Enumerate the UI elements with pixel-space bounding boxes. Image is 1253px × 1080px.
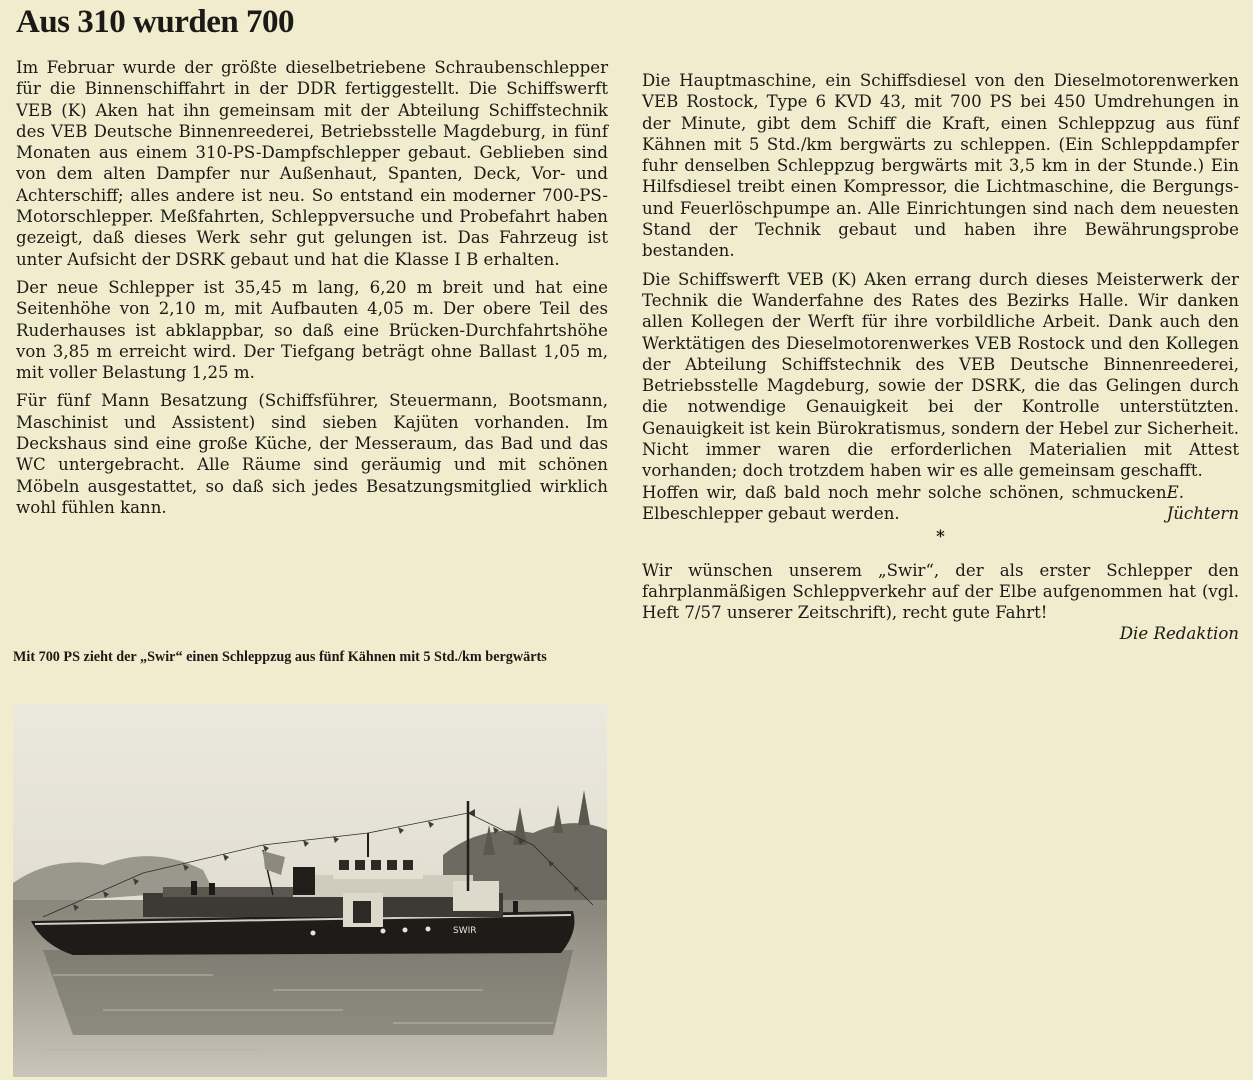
left-column [16, 57, 608, 525]
section-separator: * [936, 526, 945, 547]
editor-signature: Die Redaktion [1119, 624, 1239, 644]
editor-note: Wir wünschen unserem „Swir“, der als erster Schlepper den fahrplanmäßigen Schleppverkehr auf der Elbe aufgenommen hat (vgl. Heft 7/57 unserer Zeitschrift), recht gute Fahrt! [642, 560, 1239, 623]
tugboat-illustration [13, 705, 607, 1077]
right-column [642, 70, 1239, 645]
author-signature: E. Jüchtern [1166, 482, 1240, 523]
article-title: Aus 310 wurden 700 [16, 4, 294, 40]
paragraph-intro: Im Februar wurde der größte dieselbetriebene Schraubenschlepper für die Binnenschiffahrt in der DDR fertiggestellt. Die Schiffswerft VEB (K) Aken hat ihn gemeinsam mit der Abteilung Schiffstechnik des VEB Deutsche Binnenreederei, Betriebsstelle Magdeburg, in fünf Monaten aus einem 310-PS-Dampfschlepper gebaut. Geblieben sind von dem alten Dampfer nur Außenhaut, Spanten, Deck, Vor- und Achterschiff; alles andere ist neu. So entstand ein moderner 700-PS-Motorschlepper. Meßfahrten, Schleppversuche und Probefahrt haben gezeigt, daß dieses Werk sehr gut gelungen ist. Das Fahrzeug ist unter Aufsicht der DSRK gebaut und hat die Klasse I B erhalten. [16, 58, 608, 269]
closing-text: Hoffen wir, daß bald noch mehr solche schönen, schmucken Elbeschlepper gebaut werden. [642, 482, 1167, 523]
paragraph-crew: Für fünf Mann Besatzung (Schiffsführer, Steuermann, Bootsmann, Maschinist und Assistent) sind sieben Kajüten vorhanden. Im Deckshaus sind eine große Küche, der Messeraum, das Bad und das WC untergebracht. Alle Räume sind geräumig und mit schönen Möbeln ausgestattet, so daß sich jedes Besatzungsmitglied wirklich wohl fühlen kann. [16, 391, 608, 517]
paragraph-thanks: Die Schiffswerft VEB (K) Aken errang durch dieses Meisterwerk der Technik die Wanderfahne des Rates des Bezirks Halle. Wir danken allen Kollegen der Werft für ihre vorbildliche Arbeit. Dank auch den Werktätigen des Dieselmotorenwerkes VEB Rostock und den Kollegen der Abteilung Schiffstechnik des VEB Deutsche Binnenreederei, Betriebsstelle Magdeburg, sowie der DSRK, die das Gelingen durch die notwendige Genauigkeit bei der Kontrolle unterstützten. Genauigkeit ist kein Bürokratismus, sondern der Hebel zur Sicherheit. Nicht immer waren die erforderlichen Materialien mit Attest vorhanden; doch trotzdem haben wir es alle gemeinsam geschafft. [642, 269, 1239, 481]
paragraph-dimensions: Der neue Schlepper ist 35,45 m lang, 6,20 m breit und hat eine Seitenhöhe von 2,10 m, mit Aufbauten 4,05 m. Der obere Teil des Ruderhauses ist abklappbar, so daß eine Brücken-Durchfahrtshöhe von 3,85 m erreicht wird. Der Tiefgang beträgt ohne Ballast 1,05 m, mit voller Belastung 1,25 m. [16, 277, 608, 383]
tugboat-photo [13, 705, 607, 1077]
paragraph-engine: Die Hauptmaschine, ein Schiffsdiesel von den Dieselmotorenwerken VEB Rostock, Type 6 KVD 43, mit 700 PS bei 450 Umdrehungen in der Minute, gibt dem Schiff die Kraft, einen Schleppzug aus fünf Kähnen mit 5 Std./km bergwärts zu schleppen. (Ein Schleppdampfer fuhr denselben Schleppzug bergwärts mit 3,5 km in der Stunde.) Ein Hilfsdiesel treibt einen Kompressor, die Lichtmaschine, die Bergungs- und Feuerlöschpumpe an. Alle Einrichtungen sind nach dem neuesten Stand der Technik gebaut und haben ihre Bewährungsprobe bestanden. [642, 71, 1239, 261]
photo-caption: Mit 700 PS zieht der „Swir“ einen Schleppzug aus fünf Kähnen mit 5 Std./km bergwärts [13, 649, 547, 665]
ship-name-label: SWIR [453, 926, 477, 936]
closing-line [642, 482, 1239, 525]
